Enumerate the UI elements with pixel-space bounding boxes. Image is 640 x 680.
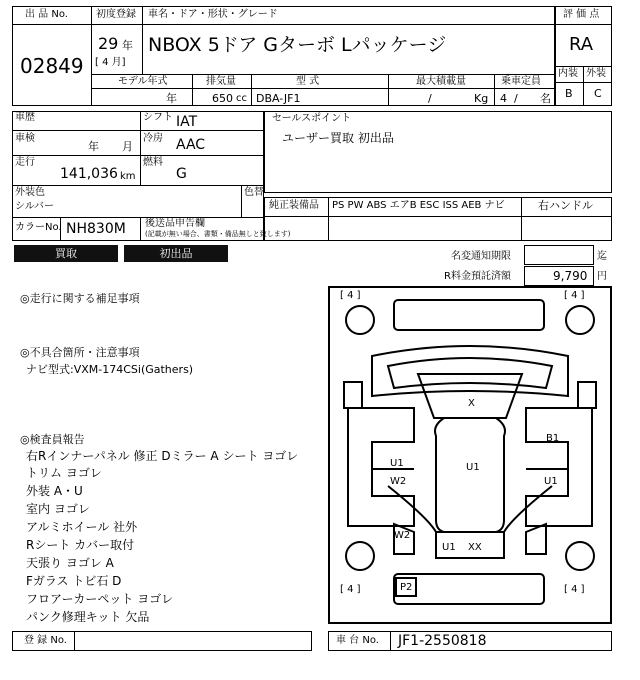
change-deadline-unit: 迄 — [597, 251, 607, 262]
equipment-label: 純正装備品 — [269, 200, 319, 211]
car-damage-diagram — [328, 286, 612, 624]
damage-mark-left-door-1: U1 — [390, 458, 404, 469]
recycle-value: 9,790 — [553, 269, 588, 283]
mileage-value: 141,036 — [60, 166, 118, 182]
max-load-slash: / — [428, 92, 432, 105]
exterior-label: 外装 — [586, 68, 606, 79]
damage-mark-center: U1 — [466, 462, 480, 473]
post-report-label: 後送品申告欄 — [145, 218, 205, 229]
damage-mark-rear-left: W2 — [394, 530, 411, 541]
displacement-unit: cc — [236, 93, 247, 104]
equipment-list: PS PW ABS エアB ESC ISS AEB ナビ — [332, 200, 505, 211]
shift-value: IAT — [176, 114, 198, 130]
tire-front-right-label: [ 4 ] — [564, 290, 585, 301]
damage-mark-bottom: P2 — [400, 582, 413, 593]
inspector-line: 外装 A・U — [26, 484, 83, 498]
sales-point-label: セールスポイント — [272, 113, 352, 124]
tag-buyback: 買取 — [14, 245, 118, 262]
displacement-label: 排気量 — [206, 76, 236, 87]
mileage-unit: km — [120, 171, 136, 182]
inspector-line: Rシート カバー取付 — [26, 538, 135, 552]
model-year-unit: 年 — [166, 92, 177, 105]
exterior-color-label: 外装色 — [15, 187, 45, 198]
lot-number: 02849 — [20, 54, 84, 78]
reg-year-unit: 年 — [122, 39, 133, 52]
defect-notes-title: ◎不具合箇所・注意事項 — [20, 346, 140, 359]
damage-mark-left-door-2: W2 — [390, 476, 407, 487]
repaint-label: 色替 — [244, 187, 264, 198]
change-deadline-box — [524, 245, 594, 265]
damage-mark-right-door: U1 — [544, 476, 558, 487]
inspector-line: フロアーカーペット ヨゴレ — [26, 592, 174, 606]
displacement-value: 650 — [212, 92, 233, 105]
inspector-line: 天張り ヨゴレ A — [26, 556, 114, 570]
handle-value: 右ハンドル — [538, 199, 593, 212]
defect-line: ナビ型式:VXM-174CSi(Gathers) — [26, 363, 194, 376]
type-value: DBA-JF1 — [256, 92, 301, 105]
inspector-line: トリム ヨゴレ — [26, 466, 102, 480]
damage-mark-b1: B1 — [546, 433, 560, 444]
mileage-label: 走行 — [15, 157, 35, 168]
reg-year: 29 — [98, 34, 119, 53]
change-deadline-label: 名変通知期限 — [451, 251, 511, 262]
tire-rear-left-label: [ 4 ] — [340, 584, 361, 595]
ac-value: AAC — [176, 137, 206, 153]
recycle-label: R料金預託済額 — [444, 271, 511, 282]
fuel-value: G — [176, 166, 187, 182]
inspector-line: 右Rインナーパネル 修正 Dミラー A シート ヨゴレ — [26, 449, 299, 463]
exterior-color-value: シルバー — [15, 201, 55, 212]
car-label: 車名・ドア・形状・グレード — [148, 9, 278, 20]
registration-label: 登 録 No. — [24, 635, 67, 646]
color-no-value: NH830M — [66, 221, 126, 237]
chassis-label: 車 台 No. — [336, 635, 379, 646]
chassis-value: JF1-2550818 — [398, 633, 487, 649]
rating-value: RA — [569, 34, 594, 55]
inspector-line: アルミホイール 社外 — [26, 520, 138, 534]
first-reg-label: 初度登録 — [96, 9, 136, 20]
capacity-slash: / — [514, 92, 518, 105]
lot-label: 出 品 No. — [25, 9, 68, 20]
inspector-line: パンク修理キット 欠品 — [26, 610, 150, 624]
recycle-unit: 円 — [597, 271, 607, 282]
rating-label: 評 価 点 — [563, 9, 600, 20]
damage-mark-rear-2: XX — [468, 542, 482, 553]
max-load-label: 最大積載量 — [416, 76, 466, 87]
fuel-label: 燃料 — [143, 157, 163, 168]
tag-first-listing: 初出品 — [124, 245, 228, 262]
inspector-line: Fガラス トビ石 D — [26, 574, 122, 588]
post-report-note: (記載が無い場合、書類・備品無しと致します) — [145, 230, 291, 238]
tire-rear-right-label: [ 4 ] — [564, 584, 585, 595]
shaken-month-unit: 月 — [122, 140, 133, 153]
color-no-label: カラーNo. — [15, 222, 62, 233]
car-header-box — [91, 6, 555, 106]
driving-notes-title: ◎走行に関する補足事項 — [20, 292, 140, 305]
history-label: 車歴 — [15, 112, 35, 123]
capacity-value: 4 — [500, 92, 507, 105]
sales-point-text: ユーザー買取 初出品 — [282, 131, 394, 145]
max-load-unit: Kg — [474, 92, 489, 105]
inspector-title: ◎検査員報告 — [20, 433, 85, 446]
model-year-label: モデル年式 — [118, 76, 168, 87]
interior-grade: B — [565, 87, 573, 100]
shaken-label: 車検 — [15, 133, 35, 144]
inspector-line: 室内 ヨゴレ — [26, 502, 90, 516]
damage-mark-roof: X — [468, 398, 475, 409]
tire-front-left-label: [ 4 ] — [340, 290, 361, 301]
type-label: 型 式 — [296, 76, 320, 87]
car-name: NBOX 5ドア Gターボ Lパッケージ — [148, 34, 447, 56]
exterior-grade: C — [594, 87, 602, 100]
reg-month: [ 4 月] — [95, 57, 126, 68]
capacity-label: 乗車定員 — [501, 76, 541, 87]
capacity-unit: 名 — [540, 92, 551, 105]
ac-label: 冷房 — [143, 133, 163, 144]
damage-mark-rear-1: U1 — [442, 542, 456, 553]
shaken-year-unit: 年 — [88, 140, 99, 153]
interior-label: 内装 — [558, 68, 578, 79]
shift-label: シフト — [143, 112, 173, 123]
